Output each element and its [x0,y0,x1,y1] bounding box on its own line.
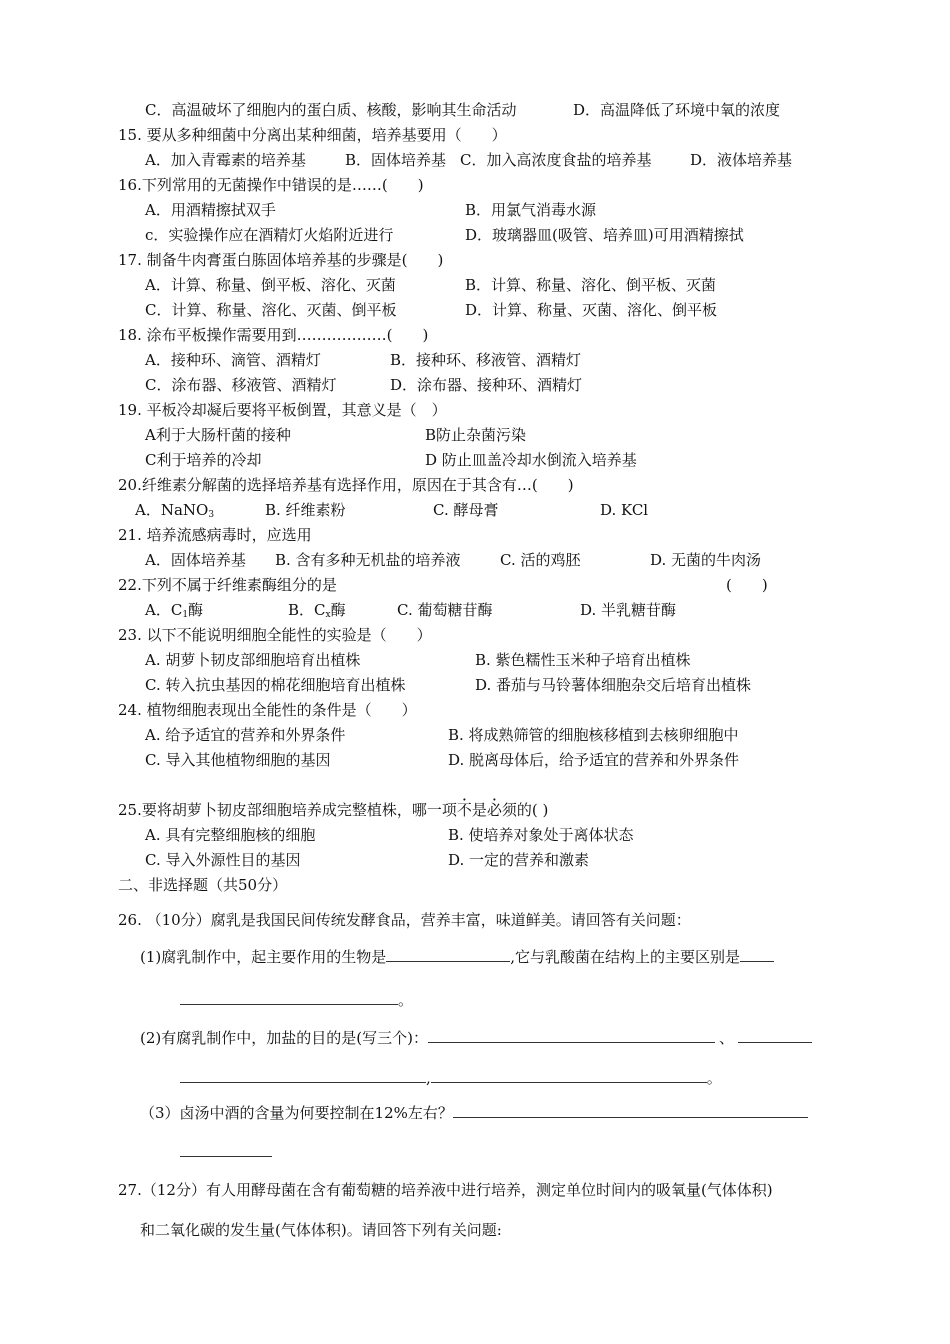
section-heading: 二、非选择题（共50分） [118,876,288,894]
q26-part1-cont: 。 [180,990,413,1010]
q17-option-c: C．计算、称量、溶化、灭菌、倒平板 [145,301,397,319]
q22-option-a: A．$C_1$酶 [145,601,204,620]
answer-blank [738,1028,812,1043]
q26-part1: (1)腐乳制作中，起主要作用的生物是 ,它与乳酸菌在结构上的主要区别是 [140,947,774,967]
answer-blank [431,1068,707,1083]
q26-part2: (2)有腐乳制作中，加盐的目的是(写三个)： 、 [140,1028,812,1048]
emphasis-dot-char: 必 [486,801,502,819]
q17-option-a: A．计算、称量、倒平板、溶化、灭菌 [145,276,396,294]
q23-stem: 23. 以下不能说明细胞全能性的实验是（ ） [118,626,432,644]
q23-option-b: B. 紫色糯性玉米种子培育出植株 [475,651,691,669]
q20-option-d: D. KCl [600,501,649,519]
q22-option-c: C. 葡萄糖苷酶 [397,601,493,619]
q25-option-c: C. 导入外源性目的基因 [145,851,301,869]
q24-option-d: D. 脱离母体后，给予适宜的营养和外界条件 [448,751,740,769]
q26-part2-cont: , 。 [180,1068,722,1088]
q16-option-d: D．玻璃器皿(吸管、培养皿)可用酒精擦拭 [465,226,744,244]
q15-option-b: B．固体培养基 [345,151,447,169]
q16-option-c: c．实验操作应在酒精灯火焰附近进行 [145,226,394,244]
q19-option-b: B防止杂菌污染 [425,426,527,444]
q18-option-c: C．涂布器、移液管、酒精灯 [145,376,337,394]
q22-option-b: B．$C_x$酶 [288,601,346,620]
answer-blank [453,1103,808,1118]
q16-stem: 16.下列常用的无菌操作中错误的是……( ) [118,176,424,194]
q18-option-b: B．接种环、移液管、酒精灯 [390,351,582,369]
q20-option-b: B. 纤维素粉 [265,501,346,519]
q20-option-a: A．NaNO$_3$ [135,501,215,520]
q19-option-a: A利于大肠杆菌的接种 [145,426,291,444]
q24-stem: 24. 植物细胞表现出全能性的条件是（ ） [118,701,417,719]
q19-stem: 19. 平板冷却凝后要将平板倒置，其意义是（ ） [118,401,447,419]
q21-option-c: C. 活的鸡胚 [500,551,581,569]
q24-option-c: C. 导入其他植物细胞的基因 [145,751,331,769]
q16-option-b: B．用氯气消毒水源 [465,201,597,219]
q18-option-d: D．涂布器、接种环、酒精灯 [390,376,583,394]
q17-option-d: D．计算、称量、灭菌、溶化、倒平板 [465,301,718,319]
q19-option-d: D 防止皿盖冷却水倒流入培养基 [425,451,637,469]
q15-stem: 15. 要从多种细菌中分离出某种细菌，培养基要用（ ） [118,126,507,144]
q24-option-a: A. 给予适宜的营养和外界条件 [145,726,346,744]
q26-part3-cont [180,1142,272,1162]
q21-option-a: A．固体培养基 [145,551,246,569]
q26-part3: （3）卤汤中酒的含量为何要控制在12%左右？ [140,1103,808,1123]
q19-option-c: C利于培养的冷却 [145,451,262,469]
q25-stem: 25.要将胡萝卜韧皮部细胞培养成完整植株，哪一项不是必须的( ) [118,801,549,819]
q17-option-b: B．计算、称量、溶化、倒平板、灭菌 [465,276,717,294]
q17-stem: 17. 制备牛肉膏蛋白胨固体培养基的步骤是( ) [118,251,444,269]
q27-stem-line2: 和二氧化碳的发生量(气体体积)。请回答下列有关问题: [140,1221,502,1239]
answer-blank [386,947,510,962]
answer-blank [180,990,398,1005]
q21-stem: 21. 培养流感病毒时，应选用 [118,526,312,544]
q25-option-a: A. 具有完整细胞核的细胞 [145,826,316,844]
q15-option-d: D．液体培养基 [690,151,793,169]
q18-stem: 18. 涂布平板操作需要用到………………( ) [118,326,429,344]
answer-blank [740,947,774,962]
q24-option-b: B. 将成熟筛管的细胞核移植到去核卵细胞中 [448,726,739,744]
q15-option-c: C．加入高浓度食盐的培养基 [460,151,652,169]
answer-blank [180,1142,272,1157]
q15-option-a: A．加入青霉素的培养基 [145,151,306,169]
q21-option-b: B. 含有多种无机盐的培养液 [275,551,461,569]
q27-stem-line1: 27.（12分）有人用酵母菌在含有葡萄糖的培养液中进行培养，测定单位时间内的吸氧量(气体体积) [118,1181,773,1199]
q22-stem: 22.下列不属于纤维素酶组分的是 [118,576,337,594]
q20-option-c: C. 酵母膏 [433,501,499,519]
q22-option-d: D. 半乳糖苷酶 [580,601,677,619]
q23-option-a: A. 胡萝卜韧皮部细胞培育出植株 [145,651,361,669]
q23-option-d: D. 番茄与马铃薯体细胞杂交后培育出植株 [475,676,752,694]
q20-stem: 20.纤维素分解菌的选择培养基有选择作用，原因在于其含有…( ) [118,476,574,494]
answer-blank [180,1068,426,1083]
q25-option-b: B. 使培养对象处于离体状态 [448,826,634,844]
emphasis-dot-char: 不 [456,801,472,819]
q26-stem: 26. （10分）腐乳是我国民间传统发酵食品，营养丰富，味道鲜美。请回答有关问题： [118,911,691,929]
q25-option-d: D. 一定的营养和激素 [448,851,590,869]
answer-blank [428,1028,715,1043]
q23-option-c: C. 转入抗虫基因的棉花细胞培育出植株 [145,676,406,694]
q22-answer-paren: ( ) [726,576,768,594]
q14-option-c: C．高温破坏了细胞内的蛋白质、核酸，影响其生命活动 [145,101,517,119]
q21-option-d: D. 无菌的牛肉汤 [650,551,762,569]
q14-option-d: D．高温降低了环境中氧的浓度 [573,101,781,119]
q16-option-a: A．用酒精擦拭双手 [145,201,276,219]
q18-option-a: A．接种环、滴管、酒精灯 [145,351,321,369]
